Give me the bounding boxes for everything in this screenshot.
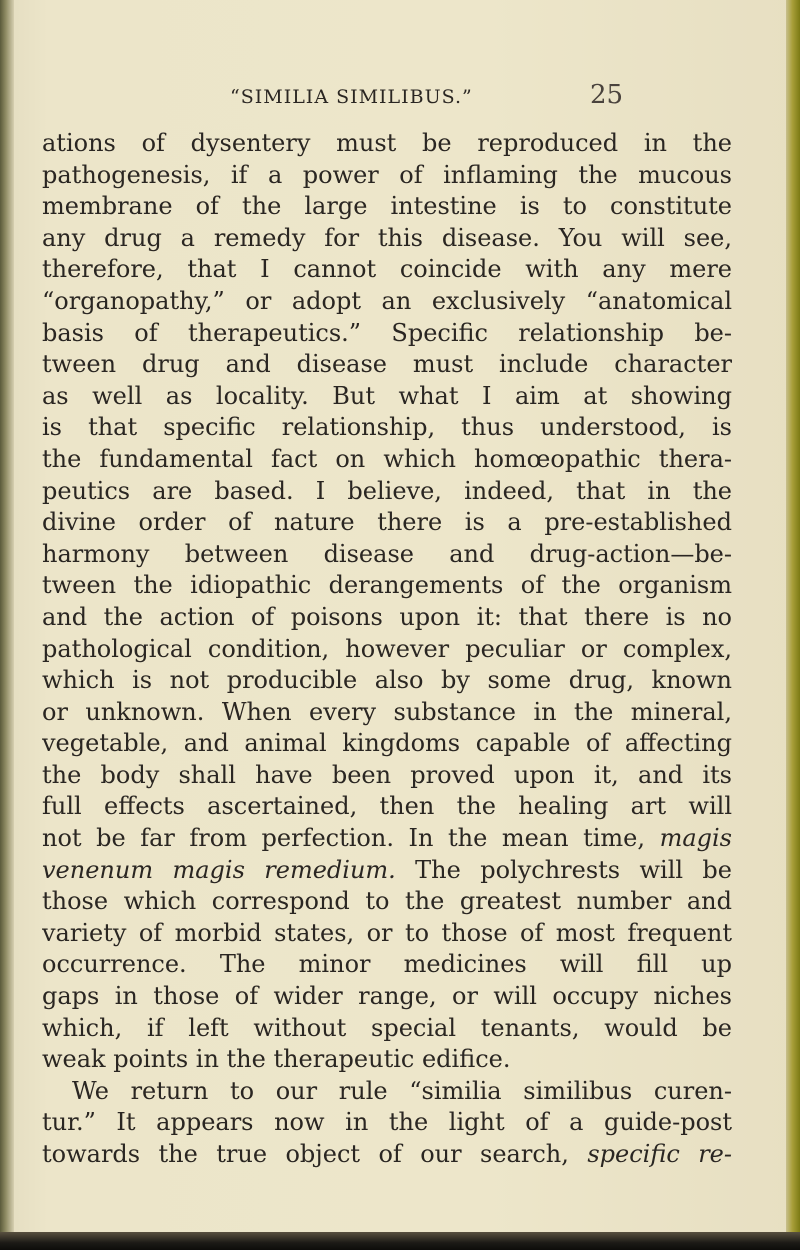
running-head: “SIMILIA SIMILIBUS.” [230, 86, 473, 108]
text-line [42, 1139, 732, 1171]
text-line: occurrence. The minor medicines will fill up [42, 950, 732, 979]
text-line: vegetable, and animal kingdoms capable of affecting [42, 729, 732, 758]
page-bottom-shadow [0, 1232, 800, 1250]
italic-text: venenum magis remedium. [42, 855, 396, 884]
page-right-edge [786, 0, 800, 1250]
text-line: the fundamental fact on which homœopathic thera- [42, 444, 732, 473]
body-text [42, 128, 732, 1171]
text-line: tween drug and disease must include character [42, 350, 732, 379]
text-segment: The polychrests will be [415, 855, 732, 884]
text-line: pathological condition, however peculiar or complex, [42, 634, 732, 663]
text-segment: not be far from perfection. In the mean time, [42, 824, 646, 853]
text-line: peutics are based. I believe, indeed, that in the [42, 476, 732, 505]
text-line: and the action of poisons upon it: that there is no [42, 602, 732, 631]
page-number: 25 [590, 80, 624, 110]
text-line: which, if left without special tenants, would be [42, 1013, 732, 1042]
text-line: divine order of nature there is a pre-established [42, 508, 732, 537]
text-line: gaps in those of wider range, or will occupy niches [42, 982, 732, 1011]
text-line: weak points in the therapeutic edifice. [42, 1045, 511, 1074]
text-line: the body shall have been proved upon it, and its [42, 760, 732, 789]
text-line [42, 855, 732, 887]
text-line: or unknown. When every substance in the mineral, [42, 697, 732, 726]
text-line: tween the idiopathic derangements of the organism [42, 571, 732, 600]
page-left-edge [0, 0, 14, 1250]
text-line: tur.” It appears now in the light of a guide-post [42, 1108, 732, 1137]
text-line: variety of morbid states, or to those of most frequent [42, 918, 732, 947]
text-line: membrane of the large intestine is to constitute [42, 192, 732, 221]
text-line: which is not producible also by some drug, known [42, 666, 732, 695]
text-line: We return to our rule “similia similibus curen- [72, 1076, 732, 1105]
text-line: ations of dysentery must be reproduced in the [42, 129, 732, 157]
text-line: pathogenesis, if a power of inflaming the mucous [42, 160, 732, 189]
text-line: full effects ascertained, then the healing art will [42, 792, 732, 821]
text-line: basis of therapeutics.” Specific relationship be- [42, 318, 732, 347]
text-line: is that specific relationship, thus understood, is [42, 413, 732, 442]
italic-text: specific re- [587, 1140, 732, 1168]
text-line: therefore, that I cannot coincide with any mere [42, 255, 732, 284]
text-line: “organopathy,” or adopt an exclusively “anatomical [42, 286, 732, 315]
text-line: harmony between disease and drug-action—be- [42, 539, 732, 568]
italic-text: magis [659, 824, 732, 853]
text-line: those which correspond to the greatest number and [42, 887, 732, 916]
text-line [42, 823, 732, 855]
text-segment: towards the true object of our search, [42, 1140, 569, 1168]
text-line: any drug a remedy for this disease. You will see, [42, 223, 732, 252]
text-line: as well as locality. But what I aim at showing [42, 381, 732, 410]
